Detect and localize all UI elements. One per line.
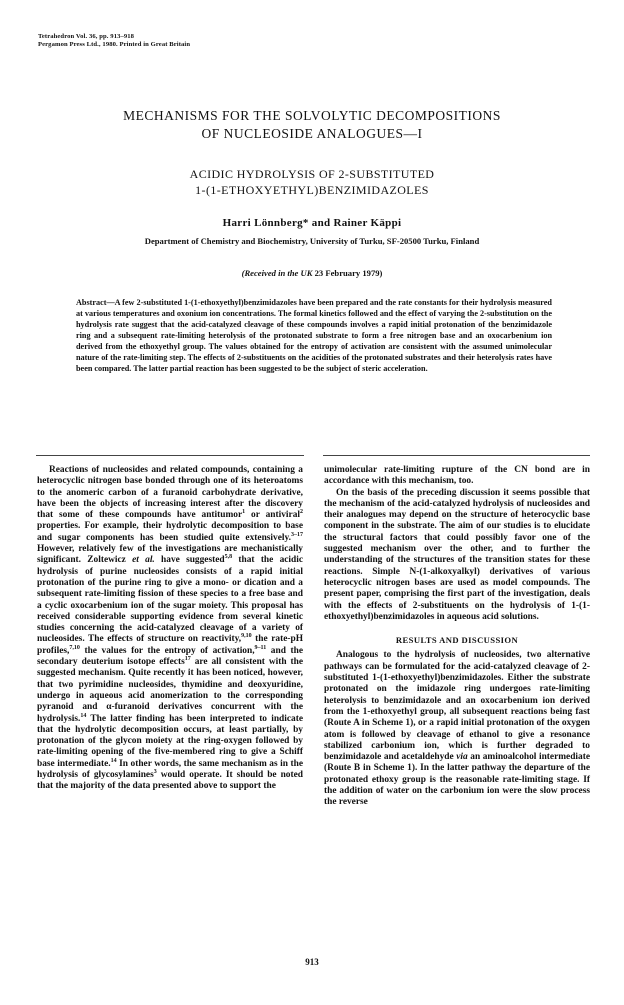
journal-reference xyxy=(38,33,190,49)
body-paragraph: unimolecular rate-limiting rupture of the CN bond are in accordance with this mechanism, too. xyxy=(324,465,590,487)
text-run: the rate-pH profiles, xyxy=(37,634,303,656)
body-paragraph xyxy=(37,465,303,793)
journal-line-2: Pergamon Press Ltd., 1980. Printed in Great Britain xyxy=(38,41,191,48)
abstract-label: Abstract xyxy=(76,298,107,307)
left-column-rule xyxy=(36,455,304,456)
journal-line-1: Tetrahedron Vol. 36, pp. 913–918 xyxy=(38,33,135,40)
right-column-rule xyxy=(323,455,590,456)
article-title xyxy=(40,107,584,143)
text-run: the values for the entropy of activation, xyxy=(79,645,255,656)
reference-marker: 2 xyxy=(300,509,303,516)
text-run: have suggested xyxy=(154,555,225,566)
right-column xyxy=(324,465,590,809)
left-column xyxy=(37,465,303,793)
authors: Harri Lönnberg* and Rainer Käppi xyxy=(222,217,402,229)
body-paragraph xyxy=(324,650,590,808)
abstract xyxy=(76,297,552,374)
text-run: and the secondary deuterium isotope effects xyxy=(37,645,303,668)
received-label: (Received in the UK xyxy=(241,268,313,278)
reference-marker: 3–17 xyxy=(291,531,303,538)
reference-marker: 7,10 xyxy=(69,644,80,651)
received-date xyxy=(40,268,584,278)
text-run: In other words, the same mechanism as in the hydrolysis of glycosylamines xyxy=(37,758,303,781)
text-run: are all consistent with the suggested mechanism. Quite recently it has been noticed, however, that two pyrimidine nucleosides, thymidine and deoxyuridine, undergo in aqueous acid anomerization to the corresponding pyranoid and α-furanoid derivatives concurrent with the hydrolysis. xyxy=(37,657,304,724)
page-number: 913 xyxy=(305,957,319,967)
text-run: would operate. It should be noted that the majority of the data presented above to support the xyxy=(37,770,303,792)
text-run: The latter finding has been interpreted to indicate that the hydrolytic decomposition occurs, at least partially, by protonation of the glycon moiety at the ring-oxygen followed by rate-limiting opening of the five-membered ring to give a Schiff base intermediate. xyxy=(37,713,303,769)
text-run: or antiviral xyxy=(245,510,300,521)
title-line-1: MECHANISMS FOR THE SOLVOLYTIC DECOMPOSITIONS xyxy=(123,108,501,123)
section-heading: RESULTS AND DISCUSSION xyxy=(395,635,519,646)
reference-marker: 9–11 xyxy=(254,644,267,651)
title-line-2: OF NUCLEOSIDE ANALOGUES—I xyxy=(201,126,423,141)
reference-marker: 9,10 xyxy=(241,633,252,640)
text-run: properties. For example, their hydrolytic decomposition to base and sugar components has been studied quite extensively. xyxy=(37,521,303,543)
reference-marker: 17 xyxy=(184,655,191,662)
reference-marker: 14 xyxy=(110,757,117,764)
text-run: Reactions of nucleosides and related compounds, containing a heterocyclic nitrogen base bonded through one of its heteroatoms to the anomeric carbon of a furanoid carbohydrate derivative, have been the objects of increasing interest after the discovery that some of these compounds have antitumor xyxy=(37,465,303,521)
text-run: Analogous to the hydrolysis of nucleosides, two alternative pathways can be formulated for the acid-catalyzed cleavage of 2-substituted 1-(1-ethoxyethyl)benzimidazoles. Either the substrate protonated on the imidazole ring undergoes rate-limiting heterolysis to benzimidazole and an oxocarbenium ion derived from the 1-ethoxyethyl group, all subsequent reactions being fast (Route A in Scheme 1), or a rapid initial protonation of the oxygen atom is followed by cleavage of ethanol to give a resonance stabilized carbonium ion, which is further degraded to benzimidazole and acetaldehyde xyxy=(324,650,590,763)
italic-text: via xyxy=(456,752,468,763)
body-paragraph: On the basis of the preceding discussion it seems possible that the mechanism of the acid-catalyzed hydrolysis of nucleosides and their analogues may depend on the structure of heterocyclic base component in the substrate. The aim of our studies is to elucidate the structural factors that could possibly favor one of the suggested mechanism over the other, and to further the understanding of the structures of the transition states for these reactions. Simple N-(1-alkoxyalkyl) derivatives of various heterocyclic nitrogen bases are used as model compounds. The present paper, comprising the first part of the investigation, deals with the effects of 2-substituents on the hydrolysis of 1-(1-ethoxyethyl)benzimidazoles in aqueous acid solutions. xyxy=(324,487,590,622)
italic-text: et al. xyxy=(132,555,155,566)
subtitle-line-2: 1-(1-ETHOXYETHYL)BENZIMIDAZOLES xyxy=(195,183,429,197)
reference-marker: 14 xyxy=(80,712,87,719)
affiliation: Department of Chemistry and Biochemistry, University of Turku, SF-20500 Turku, Finland xyxy=(144,236,480,246)
subtitle-line-1: ACIDIC HYDROLYSIS OF 2-SUBSTITUTED xyxy=(189,167,435,181)
text-run: an aminoalcohol intermediate (Route B in Scheme 1). In the latter pathway the departure of the protonated ethoxy group is the reasonable rate-limiting stage. If the addition of water on the carbonium ion were the slow process the reverse xyxy=(324,752,590,808)
article-subtitle xyxy=(40,166,584,198)
abstract-text: —A few 2-substituted 1-(1-ethoxyethyl)benzimidazoles have been prepared and the rate constants for their hydrolysis measured at various temperatures and oxonium ion concentrations. The formal kinetics followed and the effect of varying the 2-substitution on the hydrolysis rate suggest that the acid-catalyzed cleavage of these compounds involves a rapid initial protonation of the benzimidazole ring and a subsequent rate-limiting heterolysis of the protonated substrate to form a free nitrogen base and an oxocarbenium ion derived from the ethoxyethyl group. The values obtained for the entropy of activation are consistent with the assumed unimolecular nature of the rate-limiting step. The effects of 2-substituents on the acidities of the protonated substrates and their heterolysis rates have been compared. The latter partial reaction has been suggested to be the subject of steric acceleration. xyxy=(76,298,552,373)
text-run: that the acidic hydrolysis of purine nucleosides consists of a rapid initial protonation of the purine ring to give a mono- or dication and a subsequent rate-limiting fission of these species to a free base and a cyclic oxocarbenium ion of the sugar moiety. This proposal has received considerable supporting evidence from several kinetic studies concerning the acid-catalyzed cleavage of a variety of nucleosides. The effects of structure on reactivity, xyxy=(37,555,304,645)
received-date-value: 23 February 1979) xyxy=(314,268,383,278)
reference-marker: 1 xyxy=(242,509,246,516)
reference-marker: 3 xyxy=(153,768,157,775)
text-run: However, relatively few of the investigations are mechanistically significant. Zoltewicz xyxy=(37,544,303,566)
reference-marker: 5,8 xyxy=(224,554,233,561)
